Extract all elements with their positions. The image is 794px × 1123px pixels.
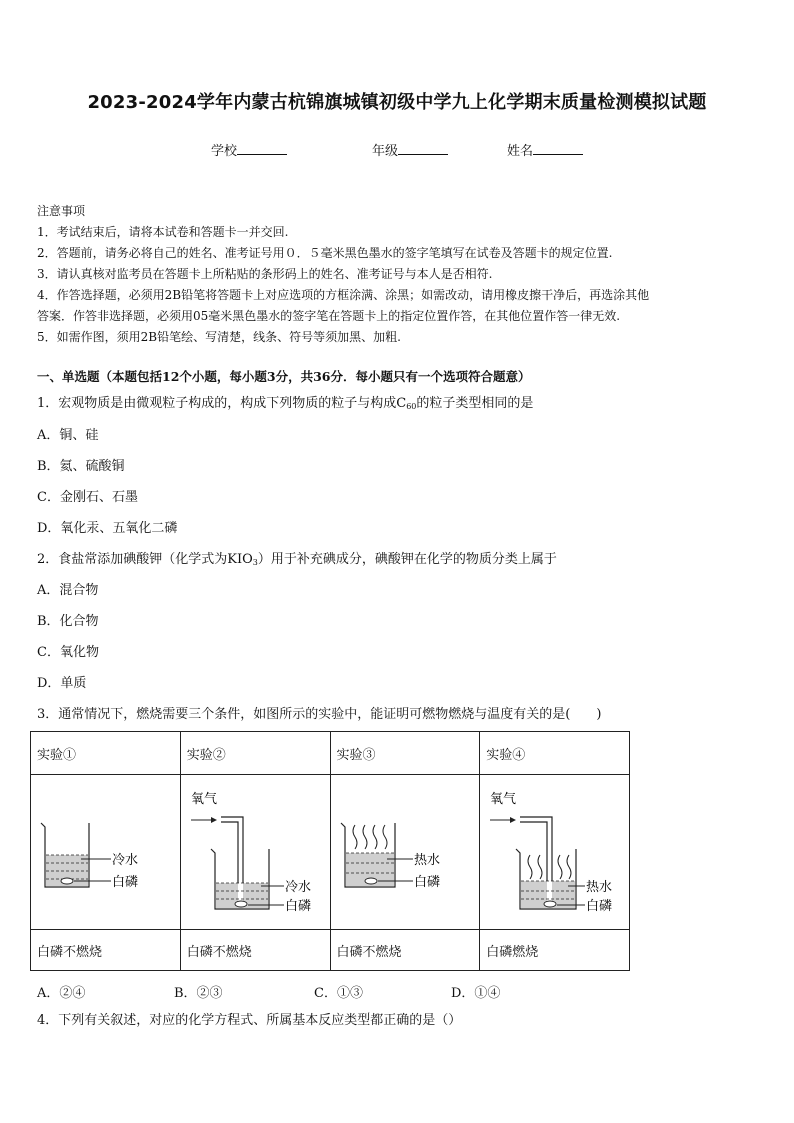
white-phosphorus-label: 白磷 — [413, 875, 440, 890]
experiment-table — [30, 731, 630, 971]
experiment-4-figure — [480, 775, 630, 930]
q1-option-c[interactable]: C．金刚石、石墨 — [37, 490, 138, 505]
beaker-oxygen-hot-diagram — [480, 775, 628, 929]
experiment-header: 实验④ — [480, 732, 630, 775]
q2-stem-text-end: ）用于补充碘成分，碘酸钾在化学的物质分类上属于 — [257, 552, 557, 567]
question-3-stem: 3．通常情况下，燃烧需要三个条件，如图所示的实验中，能证明可燃物燃烧与温度有关的是( ) — [37, 707, 602, 722]
name-blank — [533, 142, 583, 155]
q3-option-b[interactable]: B．②③ — [174, 986, 223, 1001]
q3-option-d[interactable]: D．①④ — [451, 986, 501, 1001]
experiment-3-figure — [330, 775, 480, 930]
beaker-oxygen-diagram — [181, 775, 329, 929]
q2-option-a[interactable]: A．混合物 — [37, 583, 99, 598]
notice-item: 1．考试结束后，请将本试卷和答题卡一并交回. — [37, 225, 289, 239]
grade-field — [372, 140, 448, 159]
cold-water-label: 冷水 — [284, 880, 311, 895]
hot-water-label: 热水 — [413, 853, 440, 868]
q1-option-b[interactable]: B．氦、硫酸铜 — [37, 459, 125, 474]
q2-option-c[interactable]: C．氧化物 — [37, 645, 99, 660]
q2-option-b[interactable]: B．化合物 — [37, 614, 99, 629]
white-phosphorus-label: 白磷 — [284, 899, 311, 914]
white-phosphorus-label: 白磷 — [112, 875, 139, 890]
q3-option-c[interactable]: C．①③ — [314, 986, 363, 1001]
q1-option-d[interactable]: D．氧化汞、五氧化二磷 — [37, 521, 178, 536]
name-field — [507, 140, 583, 159]
experiment-result: 白磷燃烧 — [480, 930, 630, 971]
experiment-header: 实验② — [180, 732, 330, 775]
grade-label: 年级 — [372, 144, 399, 159]
hot-water-label: 热水 — [586, 880, 613, 895]
q1-subscript: 60 — [406, 402, 417, 411]
school-label: 学校 — [211, 144, 238, 159]
section-heading: 一、单选题（本题包括12个小题，每小题3分，共36分．每小题只有一个选项符合题意） — [37, 369, 531, 384]
oxygen-label: 氧气 — [190, 792, 217, 807]
experiment-result: 白磷不燃烧 — [180, 930, 330, 971]
experiment-result: 白磷不燃烧 — [330, 930, 480, 971]
notice-item: 2．答题前，请务必将自己的姓名、准考证号用０．５毫米黑色墨水的签字笔填写在试卷及答题卡的规定位置. — [37, 246, 613, 260]
beaker-diagram — [31, 775, 179, 929]
q1-option-a[interactable]: A．铜、硅 — [37, 428, 99, 443]
school-field — [211, 140, 287, 159]
q2-stem-text: 2．食盐常添加碘酸钾（化学式为KIO — [37, 552, 253, 567]
experiment-header: 实验③ — [330, 732, 480, 775]
question-4-stem: 4．下列有关叙述，对应的化学方程式、所属基本反应类型都正确的是（） — [37, 1013, 462, 1028]
experiment-header: 实验① — [31, 732, 181, 775]
question-1-stem — [37, 396, 533, 415]
exam-title: 2023-2024学年内蒙古杭锦旗城镇初级中学九上化学期末质量检测模拟试题 — [87, 92, 707, 113]
notice-item: 4．作答选择题，必须用2B铅笔将答题卡上对应选项的方框涂满、涂黑；如需改动，请用橡皮擦干净后，再选涂其他 — [37, 288, 650, 302]
white-phosphorus-label: 白磷 — [586, 899, 613, 914]
oxygen-label: 氧气 — [490, 792, 517, 807]
q1-stem-text-end: 的粒子类型相同的是 — [416, 396, 534, 411]
experiment-2-figure — [180, 775, 330, 930]
question-2-stem — [37, 552, 557, 571]
experiment-1-figure — [31, 775, 181, 930]
cold-water-label: 冷水 — [112, 853, 139, 868]
school-blank — [237, 142, 287, 155]
experiment-result: 白磷不燃烧 — [31, 930, 181, 971]
q2-subscript: 3 — [252, 558, 258, 567]
notice-item: 答案．作答非选择题，必须用05毫米黑色墨水的签字笔在答题卡上的指定位置作答，在其他位置作答一律无效. — [37, 309, 621, 323]
name-label: 姓名 — [507, 144, 534, 159]
q3-option-a[interactable]: A．②④ — [37, 986, 86, 1001]
notice-item: 5．如需作图，须用2B铅笔绘、写清楚，线条、符号等须加黑、加粗. — [37, 330, 401, 344]
notice-heading: 注意事项 — [37, 204, 86, 218]
notice-item: 3．请认真核对监考员在答题卡上所粘贴的条形码上的姓名、准考证号与本人是否相符. — [37, 267, 493, 281]
beaker-hot-water-diagram — [331, 775, 479, 929]
q1-stem-text: 1．宏观物质是由微观粒子构成的，构成下列物质的粒子与构成C — [37, 396, 407, 411]
grade-blank — [398, 142, 448, 155]
q2-option-d[interactable]: D．单质 — [37, 676, 87, 691]
